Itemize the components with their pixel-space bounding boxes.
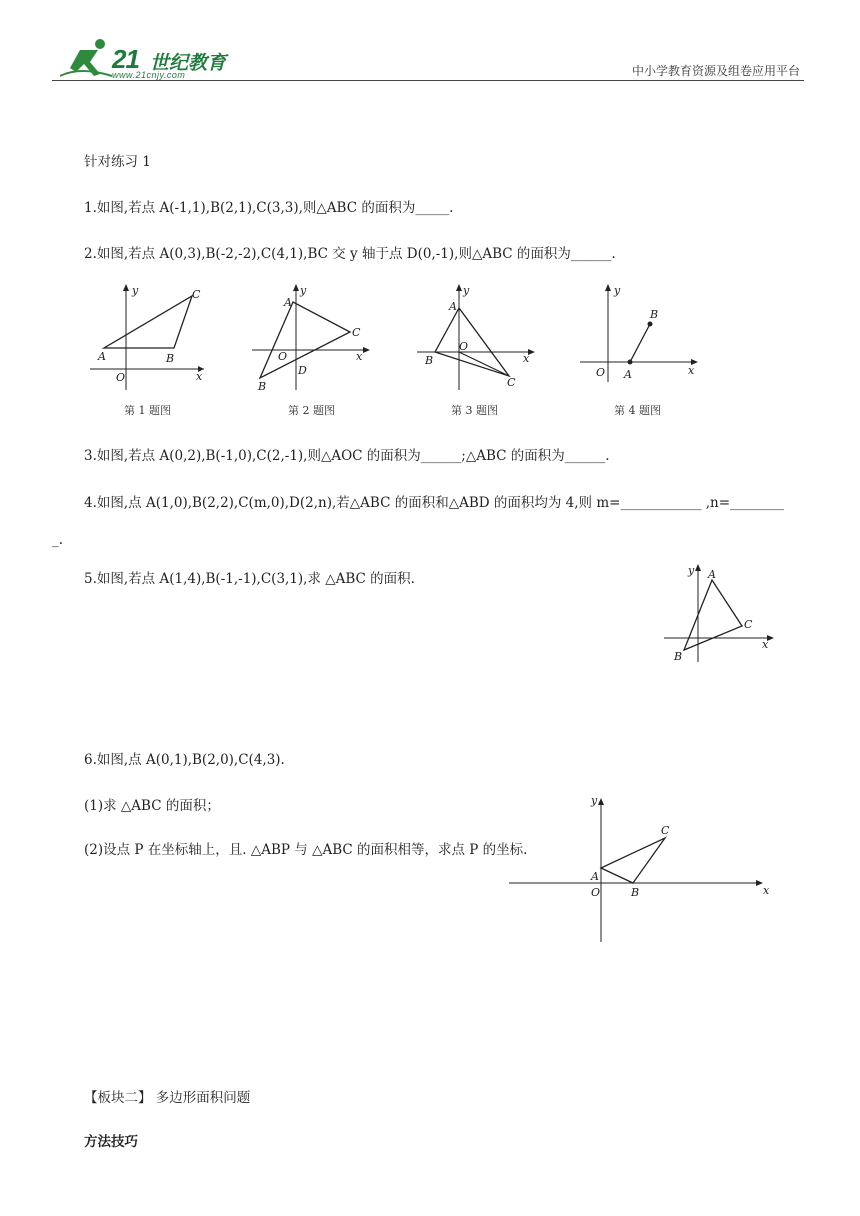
- question-5: 5.如图,若点 A(1,4),B(-1,-1),C(3,1),求 △ABC 的面积.: [84, 571, 415, 587]
- figure-2: [250, 282, 375, 394]
- question-4-continued: _.: [52, 532, 64, 548]
- svg-text:y: y: [300, 284, 307, 297]
- figure-4-caption: 第 4 题图: [614, 404, 661, 417]
- svg-text:C: C: [507, 376, 516, 389]
- svg-text:y: y: [614, 284, 621, 297]
- figure-3-caption: 第 3 题图: [451, 404, 498, 417]
- svg-text:C: C: [744, 618, 753, 631]
- question-6-part-2: (2)设点 P 在坐标轴上，且. △ABP 与 △ABC 的面积相等，求点 P 的坐标.: [84, 842, 528, 858]
- question-6-part-1: (1)求 △ABC 的面积；: [84, 798, 220, 814]
- svg-text:B: B: [258, 380, 267, 393]
- svg-text:C: C: [192, 288, 201, 301]
- svg-text:x: x: [762, 638, 769, 651]
- figure-1-caption: 第 1 题图: [124, 404, 171, 417]
- svg-text:y: y: [132, 284, 139, 297]
- svg-text:A: A: [449, 300, 457, 313]
- svg-text:B: B: [650, 308, 659, 321]
- svg-text:D: D: [298, 364, 307, 377]
- figure-1: [88, 282, 208, 392]
- figure-4: [578, 282, 703, 394]
- svg-text:B: B: [631, 886, 640, 899]
- question-1: 1.如图,若点 A(-1,1),B(2,1),C(3,3),则△ABC 的面积为_____.: [84, 200, 454, 216]
- question-4: 4.如图,点 A(1,0),B(2,2),C(m,0),D(2,n),若△ABC 的面积和△ABD 的面积均为 4,则 m=____________ ,n=________: [84, 495, 785, 511]
- logo-number: 21: [112, 44, 139, 74]
- svg-text:y: y: [463, 284, 470, 297]
- svg-text:x: x: [763, 884, 770, 897]
- svg-text:B: B: [166, 352, 175, 365]
- svg-text:A: A: [98, 350, 106, 363]
- figure-2-caption: 第 2 题图: [288, 404, 335, 417]
- figure-5: [660, 560, 780, 666]
- svg-text:x: x: [688, 364, 695, 377]
- svg-text:A: A: [591, 870, 599, 883]
- svg-text:B: B: [425, 354, 434, 367]
- question-2: 2.如图,若点 A(0,3),B(-2,-2),C(4,1),BC 交 y 轴于点 D(0,-1),则△ABC 的面积为______.: [84, 246, 616, 262]
- svg-text:O: O: [596, 366, 606, 379]
- svg-text:x: x: [356, 350, 363, 363]
- block-2-heading: 【板块二】 多边形面积问题: [84, 1090, 251, 1106]
- question-3: 3.如图,若点 A(0,2),B(-1,0),C(2,-1),则△AOC 的面积为______;△ABC 的面积为______.: [84, 448, 610, 464]
- svg-text:O: O: [459, 340, 469, 353]
- svg-text:A: A: [708, 568, 716, 581]
- logo-url: www.21cnjy.com: [112, 70, 186, 80]
- svg-text:y: y: [591, 794, 598, 807]
- svg-text:A: A: [624, 368, 632, 381]
- svg-text:C: C: [352, 326, 361, 339]
- svg-text:C: C: [661, 824, 670, 837]
- runner-logo-icon: [60, 36, 116, 80]
- svg-text:x: x: [523, 352, 530, 365]
- svg-text:O: O: [116, 371, 126, 384]
- figure-3: [415, 282, 540, 394]
- svg-text:A: A: [284, 296, 292, 309]
- header-divider: [52, 80, 804, 81]
- svg-text:O: O: [591, 886, 601, 899]
- svg-text:x: x: [196, 370, 203, 383]
- method-heading: 方法技巧: [84, 1134, 138, 1150]
- svg-text:B: B: [674, 650, 683, 663]
- figure-6: [505, 790, 775, 946]
- question-6: 6.如图,点 A(0,1),B(2,0),C(4,3).: [84, 752, 285, 768]
- section-title: 针对练习 1: [84, 154, 151, 170]
- svg-text:y: y: [688, 564, 695, 577]
- header-tagline: 中小学教育资源及组卷应用平台: [631, 64, 800, 78]
- svg-text:O: O: [278, 350, 288, 363]
- logo-text: 世纪教育: [150, 52, 227, 74]
